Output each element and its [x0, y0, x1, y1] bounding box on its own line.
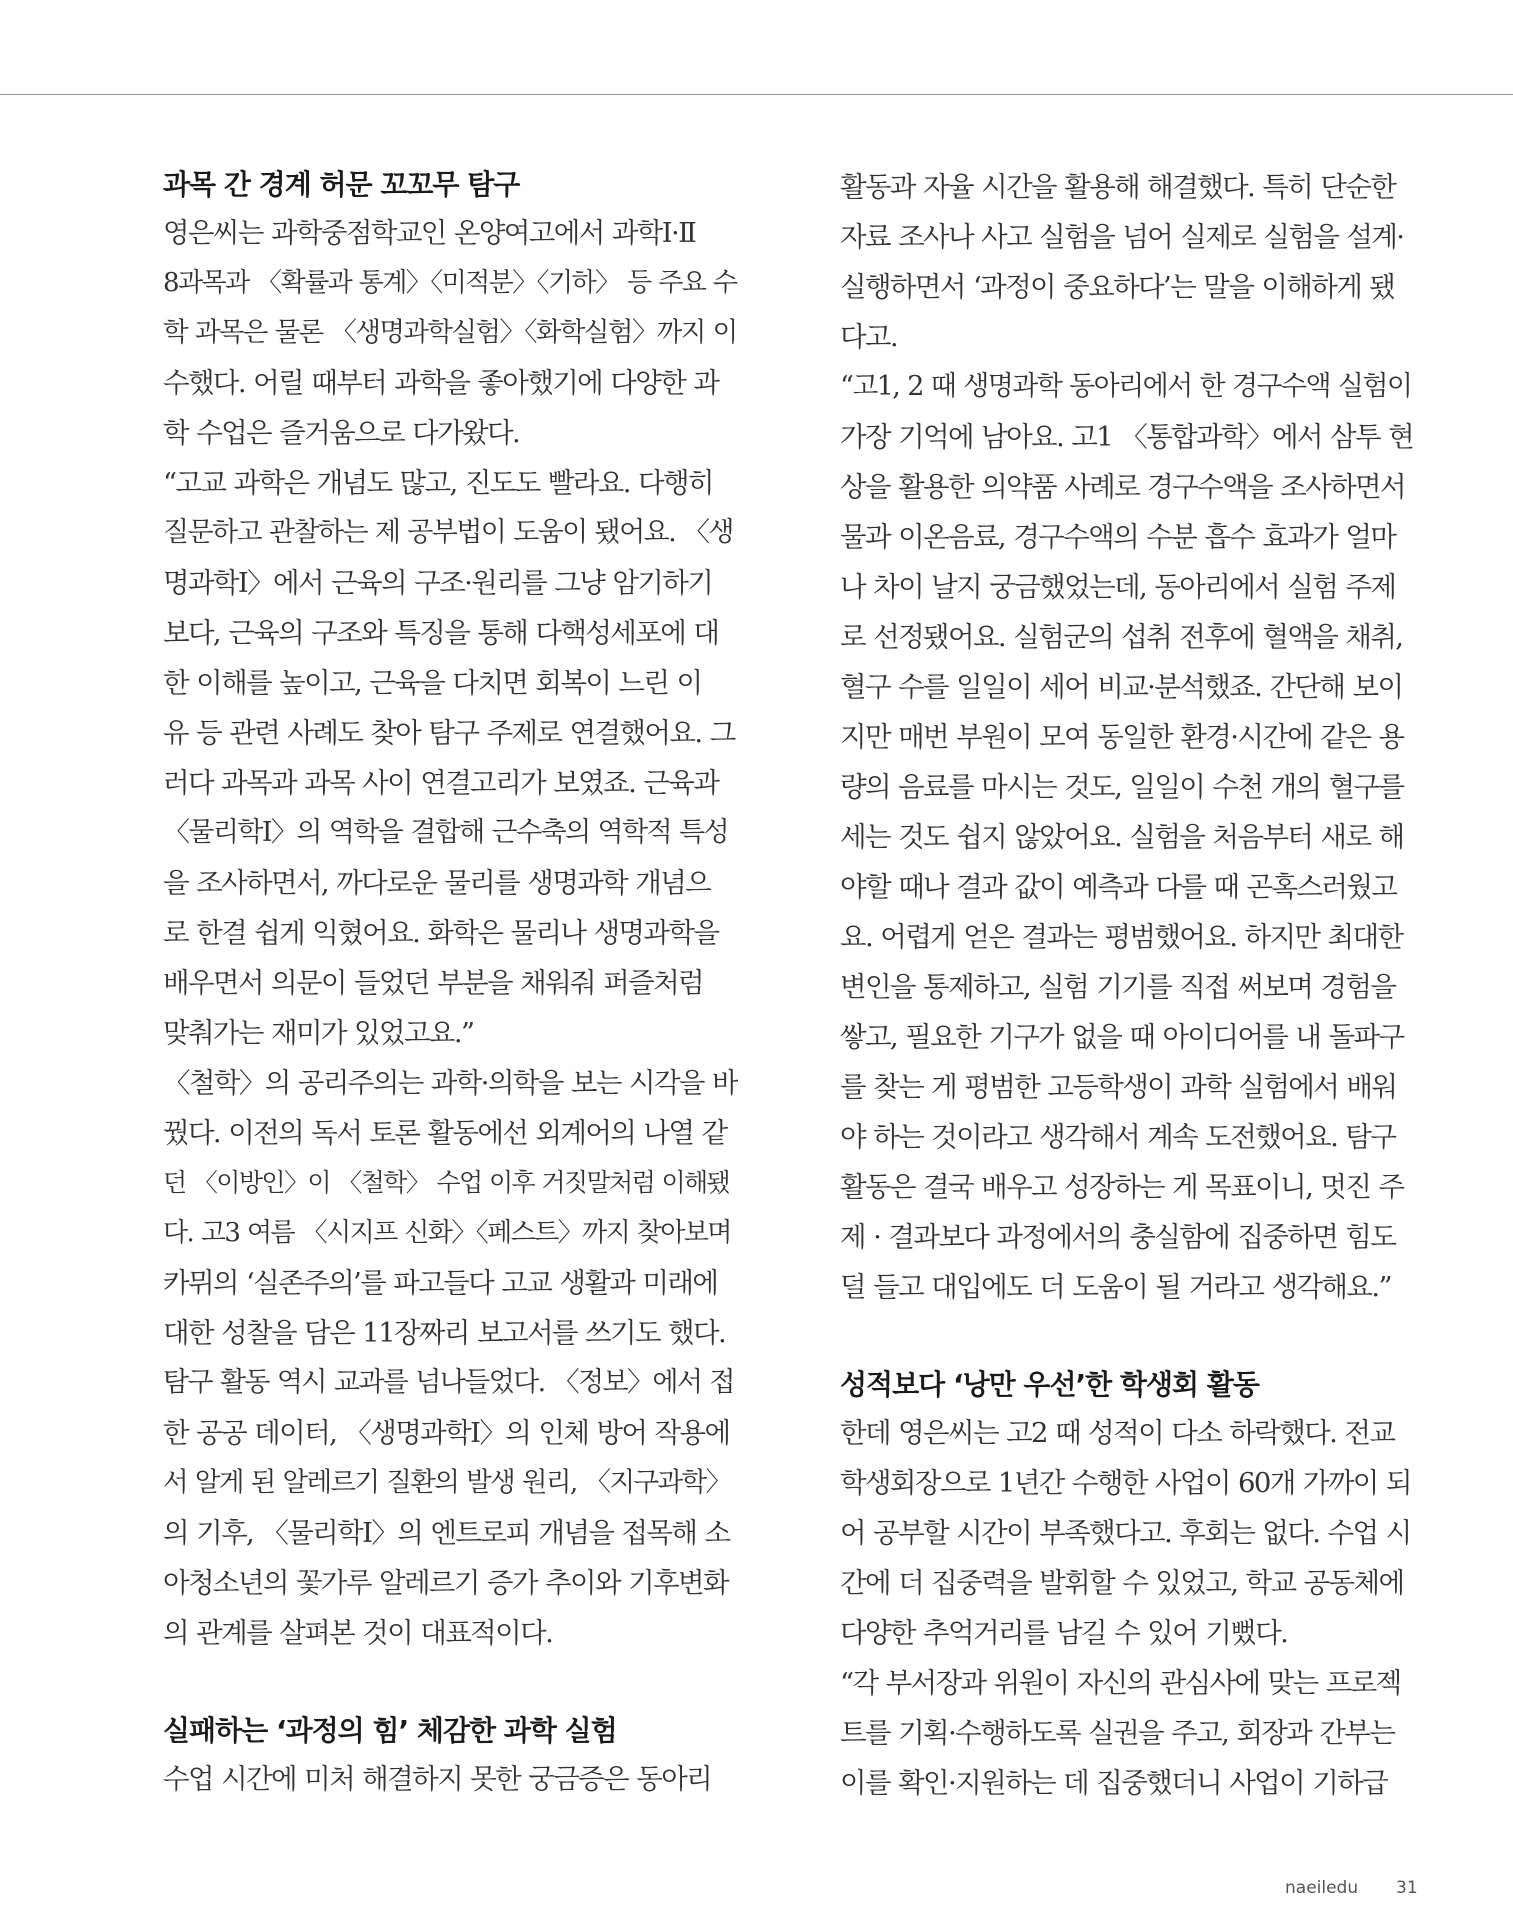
text-line: 량의 음료를 마시는 것도, 일일이 수천 개의 혈구를 — [840, 771, 1404, 803]
page-number: 31 — [1396, 1878, 1418, 1898]
text-line: 맞춰가는 재미가 있었고요.” — [163, 1017, 474, 1049]
text-line: 학 과목은 물론 〈생명과학실험〉〈화학실험〉까지 이 — [163, 317, 737, 348]
text-line: 영은씨는 과학중점학교인 온양여고에서 과학Ⅰ·Ⅱ — [163, 217, 696, 249]
paragraph — [163, 1358, 738, 1658]
paragraph — [163, 1754, 738, 1804]
text-line: 상을 활용한 의약품 사례로 경구수액을 조사하면서 — [840, 471, 1405, 503]
text-line: 한 공공 데이터, 〈생명과학Ⅰ〉의 인체 방어 작용에 — [163, 1417, 730, 1449]
text-line: 활동과 자율 시간을 활용해 해결했다. 특히 단순한 — [840, 171, 1396, 203]
text-line: 수업 시간에 미처 해결하지 못한 궁금증은 동아리 — [163, 1763, 712, 1795]
text-line: 질문하고 관찰하는 제 공부법이 도움이 됐어요. 〈생 — [163, 517, 733, 548]
text-line: 러다 과목과 과목 사이 연결고리가 보였죠. 근육과 — [163, 767, 719, 799]
text-line: 서 알게 된 알레르기 질환의 발생 원리, 〈지구과학〉 — [163, 1467, 731, 1498]
text-line: 자료 조사나 사고 실험을 넘어 실제로 실험을 설계· — [840, 221, 1404, 253]
text-line: 이를 확인·지원하는 데 집중했더니 사업이 기하급 — [840, 1767, 1388, 1799]
text-line: 를 찾는 게 평범한 고등학생이 과학 실험에서 배워 — [840, 1071, 1397, 1103]
section-heading: 실패하는 ‘과정의 힘’ 체감한 과학 실험 — [163, 1714, 617, 1747]
text-line: 혈구 수를 일일이 세어 비교·분석했죠. 간단해 보이 — [840, 671, 1403, 703]
text-line: 지만 매번 부원이 모여 동일한 환경·시간에 같은 용 — [840, 721, 1404, 753]
text-line: 배우면서 의문이 들었던 부분을 채워줘 퍼즐처럼 — [163, 967, 704, 999]
text-line: 야 하는 것이라고 생각해서 계속 도전했어요. 탐구 — [840, 1121, 1396, 1153]
text-line: 다. 고3 여름 〈시지프 신화〉〈페스트〉까지 찾아보며 — [163, 1218, 731, 1248]
quote-paragraph — [840, 1658, 1415, 1808]
text-line: 한 이해를 높이고, 근육을 다치면 회복이 느린 이 — [163, 667, 702, 699]
text-line: 던 〈이방인〉이 〈철학〉 수업 이후 거짓말처럼 이해됐 — [163, 1168, 730, 1197]
quote-paragraph — [163, 458, 738, 1058]
section-heading: 과목 간 경계 허문 꼬꼬무 탐구 — [163, 168, 520, 201]
text-line: 야할 때나 결과 값이 예측과 다를 때 곤혹스러웠고 — [840, 871, 1397, 903]
paragraph — [163, 1058, 738, 1358]
spacer — [840, 1312, 1415, 1362]
right-column — [840, 162, 1415, 1808]
text-line: 물과 이온음료, 경구수액의 수분 흡수 효과가 얼마 — [840, 521, 1396, 553]
text-line: 〈물리학Ⅰ〉의 역학을 결합해 근수축의 역학적 특성 — [163, 817, 728, 848]
text-line: 꿨다. 이전의 독서 토론 활동에선 외계어의 나열 같 — [163, 1117, 727, 1149]
text-line: 유 등 관련 사례도 찾아 탐구 주제로 연결했어요. 그 — [163, 717, 735, 749]
text-line: 〈철학〉의 공리주의는 과학·의학을 보는 시각을 바 — [163, 1067, 737, 1099]
text-line: 탐구 활동 역시 교과를 넘나들었다. 〈정보〉에서 접 — [163, 1367, 734, 1398]
paragraph — [840, 1408, 1415, 1658]
text-line: 트를 기획·수행하도록 실권을 주고, 회장과 간부는 — [840, 1717, 1395, 1749]
text-line: 보다, 근육의 구조와 특징을 통해 다핵성세포에 대 — [163, 617, 719, 649]
section-heading: 성적보다 ‘낭만 우선’한 학생회 활동 — [840, 1368, 1259, 1401]
text-line: 의 관계를 살펴본 것이 대표적이다. — [163, 1617, 553, 1649]
text-line: 한데 영은씨는 고2 때 성적이 다소 하락했다. 전교 — [840, 1417, 1395, 1449]
text-line: 대한 성찰을 담은 11장짜리 보고서를 쓰기도 했다. — [163, 1317, 726, 1349]
footer-brand: naeiledu — [1285, 1878, 1359, 1898]
text-line: 실행하면서 ‘과정이 중요하다’는 말을 이해하게 됐 — [840, 271, 1395, 303]
left-column — [163, 162, 738, 1804]
text-line: 을 조사하면서, 까다로운 물리를 생명과학 개념으 — [163, 867, 711, 899]
text-line: 수했다. 어릴 때부터 과학을 좋아했기에 다양한 과 — [163, 367, 719, 399]
text-line: 가장 기억에 남아요. 고1 〈통합과학〉에서 삼투 현 — [840, 421, 1414, 453]
text-line: 로 선정됐어요. 실험군의 섭취 전후에 혈액을 채취, — [840, 621, 1403, 653]
text-line: 변인을 통제하고, 실험 기기를 직접 써보며 경험을 — [840, 971, 1396, 1003]
text-line: 덜 들고 대입에도 더 도움이 될 거라고 생각해요.” — [840, 1271, 1391, 1303]
text-line: 나 차이 날지 궁금했었는데, 동아리에서 실험 주제 — [840, 571, 1396, 603]
text-line: 학 수업은 즐거움으로 다가왔다. — [163, 417, 520, 449]
top-divider — [0, 94, 1513, 95]
text-line: 간에 더 집중력을 발휘할 수 있었고, 학교 공동체에 — [840, 1567, 1404, 1599]
text-line: 아청소년의 꽃가루 알레르기 증가 추이와 기후변화 — [163, 1567, 728, 1599]
text-line: 어 공부할 시간이 부족했다고. 후회는 없다. 수업 시 — [840, 1517, 1411, 1549]
paragraph — [163, 208, 738, 458]
text-line: “고1, 2 때 생명과학 동아리에서 한 경구수액 실험이 — [840, 371, 1412, 402]
spacer — [163, 1658, 738, 1708]
text-line: 로 한결 쉽게 익혔어요. 화학은 물리나 생명과학을 — [163, 917, 719, 949]
quote-paragraph — [840, 362, 1415, 1312]
text-line: 학생회장으로 1년간 수행한 사업이 60개 가까이 되 — [840, 1467, 1411, 1499]
text-line: 쌓고, 필요한 기구가 없을 때 아이디어를 내 돌파구 — [840, 1021, 1404, 1053]
text-line: 활동은 결국 배우고 성장하는 게 목표이니, 멋진 주 — [840, 1171, 1404, 1203]
text-line: “고교 과학은 개념도 많고, 진도도 빨라요. 다행히 — [163, 467, 713, 499]
text-line: 8과목과 〈확률과 통계〉〈미적분〉〈기하〉 등 주요 수 — [163, 268, 737, 298]
text-line: 다양한 추억거리를 남길 수 있어 기뻤다. — [840, 1617, 1288, 1649]
text-line: 요. 어렵게 얻은 결과는 평범했어요. 하지만 최대한 — [840, 921, 1403, 953]
text-line: 세는 것도 쉽지 않았어요. 실험을 처음부터 새로 해 — [840, 821, 1404, 853]
paragraph — [840, 162, 1415, 362]
text-line: “각 부서장과 위원이 자신의 관심사에 맞는 프로젝 — [840, 1667, 1401, 1699]
text-line: 제 · 결과보다 과정에서의 충실함에 집중하면 힘도 — [840, 1221, 1396, 1253]
text-line: 카뮈의 ‘실존주의’를 파고들다 고교 생활과 미래에 — [163, 1267, 718, 1299]
text-line: 명과학Ⅰ〉에서 근육의 구조·원리를 그냥 암기하기 — [163, 567, 713, 599]
text-line: 다고. — [840, 321, 898, 353]
text-line: 의 기후, 〈물리학Ⅰ〉의 엔트로피 개념을 접목해 소 — [163, 1517, 730, 1549]
